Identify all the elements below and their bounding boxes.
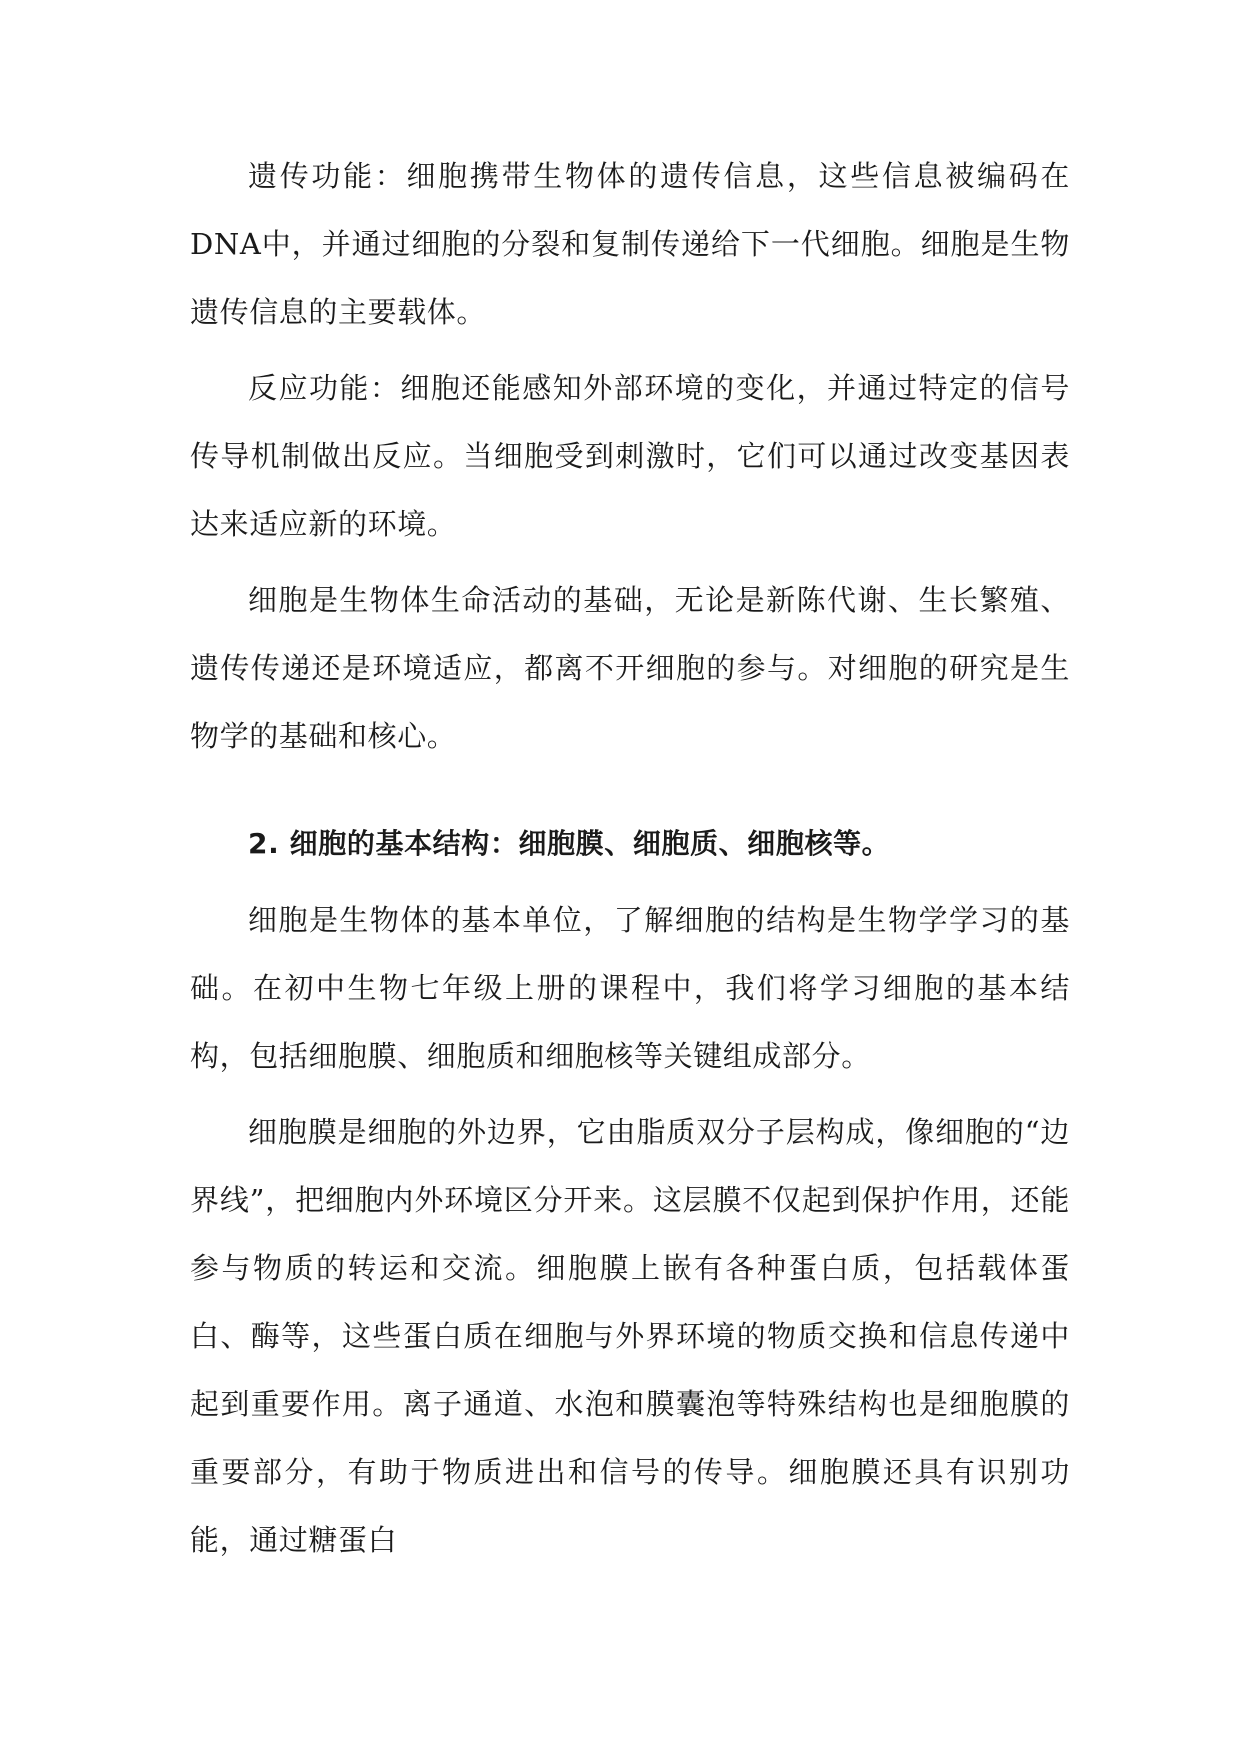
paragraph-cell-structure-intro: 细胞是生物体的基本单位，了解细胞的结构是生物学学习的基础。在初中生物七年级上册的课程中，我们将学习细胞的基本结构，包括细胞膜、细胞质和细胞核等关键组成部分。	[190, 903, 1070, 1073]
paragraph-response-function: 反应功能：细胞还能感知外部环境的变化，并通过特定的信号传导机制做出反应。当细胞受到刺激时，它们可以通过改变基因表达来适应新的环境。	[190, 371, 1070, 541]
document-body	[190, 142, 1070, 1582]
paragraph-cell-membrane: 细胞膜是细胞的外边界，它由脂质双分子层构成，像细胞的“边界线”，把细胞内外环境区分开来。这层膜不仅起到保护作用，还能参与物质的转运和交流。细胞膜上嵌有各种蛋白质，包括载体蛋白、酶等，这些蛋白质在细胞与外界环境的物质交换和信息传递中起到重要作用。离子通道、水泡和膜囊泡等特殊结构也是细胞膜的重要部分，有助于物质进出和信号的传导。细胞膜还具有识别功能，通过糖蛋白	[190, 1115, 1070, 1557]
section-heading: 2. 细胞的基本结构：细胞膜、细胞质、细胞核等。	[248, 827, 891, 860]
paragraph-genetic-function: 遗传功能：细胞携带生物体的遗传信息，这些信息被编码在DNA中，并通过细胞的分裂和复制传递给下一代细胞。细胞是生物遗传信息的主要载体。	[190, 159, 1070, 329]
paragraph-cell-basis: 细胞是生物体生命活动的基础，无论是新陈代谢、生长繁殖、遗传传递还是环境适应，都离不开细胞的参与。对细胞的研究是生物学的基础和核心。	[190, 583, 1070, 753]
